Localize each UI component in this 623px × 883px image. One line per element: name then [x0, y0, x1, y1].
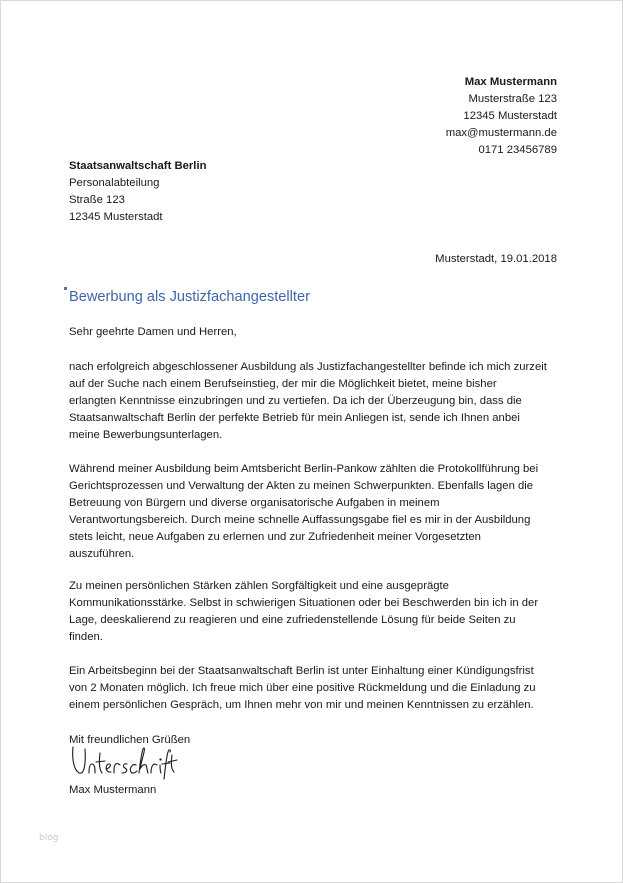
sender-street: Musterstraße 123 [468, 93, 557, 105]
body-paragraph-2 [69, 461, 569, 563]
sender-phone: 0171 23456789 [478, 144, 557, 156]
paragraph-line: Betreuung von Bürgern und diverse organisatorische Aufgaben in meinem [69, 497, 440, 509]
paragraph-line: nach erfolgreich abgeschlossener Ausbildung als Justizfachangestellter befinde ich mich zurzeit [69, 361, 547, 373]
paragraph-line: meine Bewerbungsunterlagen. [69, 429, 223, 441]
paragraph-marker [64, 287, 67, 290]
recipient-department: Personalabteilung [69, 177, 160, 189]
closing-phrase: Mit freundlichen Grüßen [69, 734, 191, 746]
paragraph-line: Zu meinen persönlichen Stärken zählen Sorgfältigkeit und eine ausgeprägte [69, 580, 449, 592]
paragraph-line: auf der Suche nach einem Berufseinstieg, der mir die Möglichkeit bietet, meine bisher [69, 378, 497, 390]
letter-date: Musterstadt, 19.01.2018 [435, 253, 557, 265]
paragraph-line: Gerichtsprozessen und Verwaltung der Akten zu meinen Schwerpunkten. Ebenfalls lagen die [69, 480, 534, 492]
paragraph-line: Staatsanwaltschaft Berlin der perfekte Betrieb für mein Anliegen ist, sende ich Ihnen anbei [69, 412, 520, 424]
paragraph-line: finden. [69, 631, 103, 643]
printed-name: Max Mustermann [69, 784, 157, 796]
sender-city: 12345 Musterstadt [463, 110, 557, 122]
paragraph-line: Kommunikationsstärke. Selbst in schwierigen Situationen oder bei Beschwerden bin ich in der [69, 597, 539, 609]
body-paragraph-1 [69, 359, 569, 444]
sender-email: max@mustermann.de [445, 127, 557, 139]
paragraph-line: Während meiner Ausbildung beim Amtsbericht Berlin-Pankow zählten die Protokollführung bei [69, 463, 539, 475]
paragraph-line: Verantwortungsbereich. Durch meine schnelle Auffassungsgabe fiel es mir in der Ausbildung [69, 514, 531, 526]
salutation: Sehr geehrte Damen und Herren, [69, 326, 237, 338]
handwritten-signature [67, 743, 179, 783]
sender-block [381, 74, 557, 159]
body-paragraph-3 [69, 578, 569, 646]
recipient-organization: Staatsanwaltschaft Berlin [69, 160, 207, 172]
recipient-block [69, 158, 207, 226]
sender-name: Max Mustermann [464, 76, 557, 88]
paragraph-line: einem persönlichen Gespräch, um Ihnen mehr von mir und meinen Kenntnissen zu erzählen. [69, 699, 534, 711]
watermark: blog [39, 833, 59, 843]
paragraph-line: stets leicht, neue Aufgaben zu erlernen und zur Zufriedenheit meiner Vorgesetzten [69, 531, 481, 543]
body-paragraph-4 [69, 663, 569, 714]
paragraph-line: Ein Arbeitsbeginn bei der Staatsanwaltschaft Berlin ist unter Einhaltung einer Kündigungsfrist [69, 665, 534, 677]
recipient-city: 12345 Musterstadt [69, 211, 163, 223]
letter-subject: Bewerbung als Justizfachangestellter [69, 289, 310, 305]
recipient-street: Straße 123 [69, 194, 125, 206]
paragraph-line: Lage, deeskalierend zu reagieren und eine zufriedenstellende Lösung für beide Seiten zu [69, 614, 516, 626]
paragraph-line: auszuführen. [69, 548, 135, 560]
paragraph-line: erlangten Kenntnisse einzubringen und zu vertiefen. Da ich der Überzeugung bin, dass die [69, 395, 522, 407]
paragraph-line: von 2 Monaten möglich. Ich freue mich über eine positive Rückmeldung und die Einladung zu [69, 682, 536, 694]
